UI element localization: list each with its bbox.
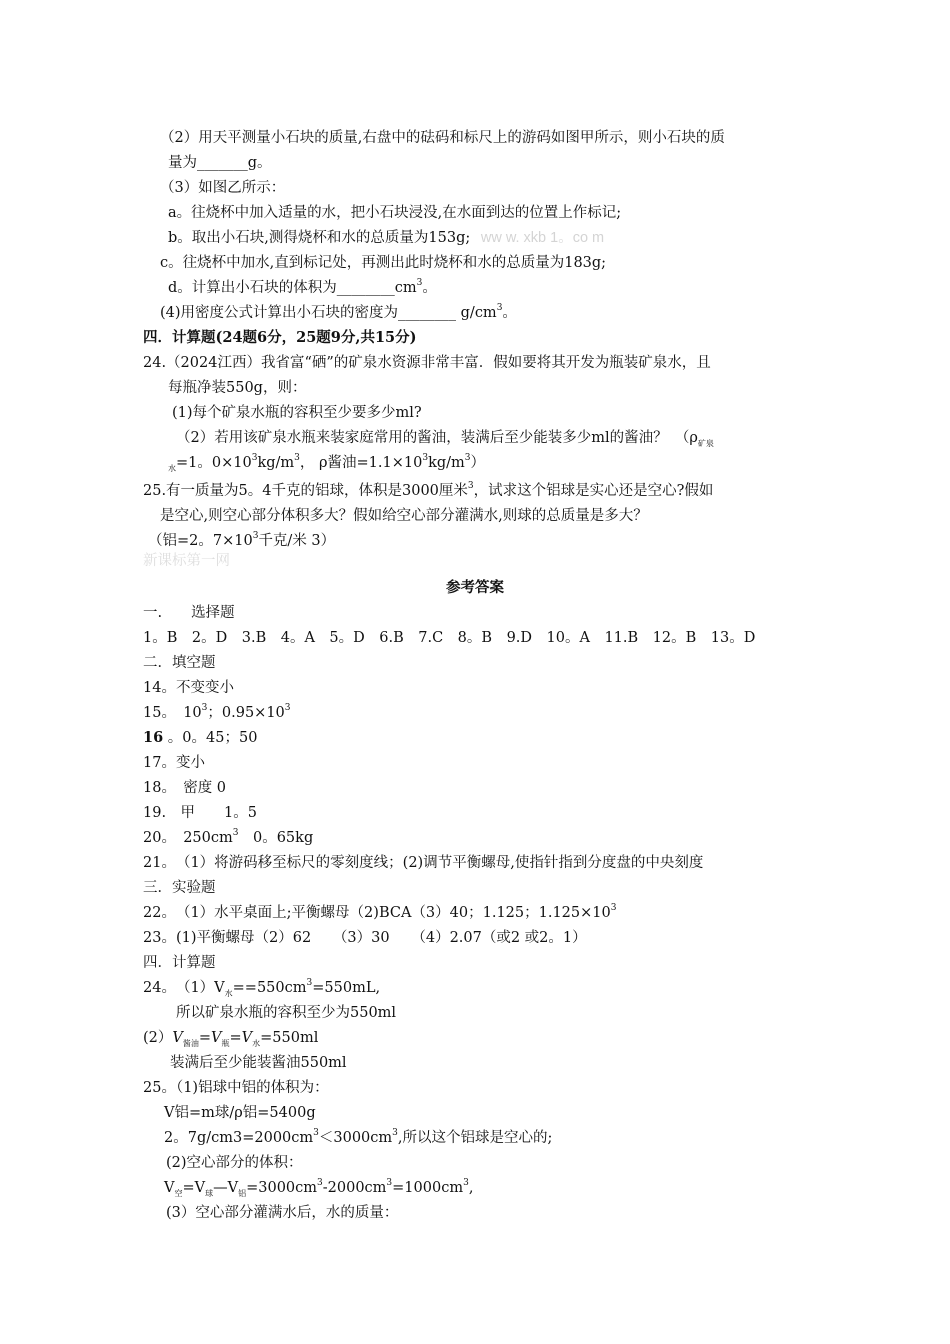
q24-line5: $_水$=1。$0\times 10^3kg/m^3$， ρ酱油$=1.1\times 10^3kg/m^3$） — [168, 453, 485, 473]
answer-25-line3: 2。$7g/cm3=2000cm^3<3000cm^3$,所以这个铝球是空心的; — [164, 1128, 553, 1146]
q24-line1: 24.（2024江西）我省富“硒”的矿泉水资源非常丰富．假如要将其开发为瓶装矿泉水，且 — [143, 355, 711, 371]
answer-14: 14。不变变小 — [143, 680, 234, 696]
watermark-url: ww w. xkb 1。co m — [480, 230, 605, 246]
answers-section2: 二．填空题 — [143, 655, 216, 671]
answers-section4: 四．计算题 — [143, 955, 216, 971]
q23-part2-line2: 量为_______g。 — [168, 155, 272, 171]
q23-step-b-text: b。取出小石块,测得烧杯和水的总质量为153g; — [168, 230, 471, 246]
answer-25-line1: 25。（1)铝球中铝的体积为： — [143, 1080, 329, 1096]
q24-line4: （2）若用该矿泉水瓶来装家庭常用的酱油，装满后至少能装多少ml的酱油？ （$\rho_{矿泉}$ — [176, 430, 714, 448]
answer-24-line1: 24。 $(1)V_水==550cm^3=550mL$, — [143, 978, 381, 998]
q24-line3: (1)每个矿泉水瓶的容积至少要多少ml? — [172, 405, 422, 421]
q23-step-d: d。计算出小石块的体积为$\_\_\_\_\_\_\_\_cm^3$。 — [168, 278, 437, 296]
answer-21: 21。 （1）将游码移至标尺的零刻度线；(2)调节平衡螺母,使指针指到分度盘的中央刻度 — [143, 855, 704, 871]
answers-choices: 1。B 2。D 3.B 4。A 5。D 6.B 7.C 8。B 9.D 10。A 11.B 12。B 13。D — [143, 630, 756, 646]
answers-title: 参考答案 — [446, 579, 504, 596]
q23-part4: (4)用密度公式计算出小石块的密度为________ $g/cm^3$。 — [160, 303, 517, 321]
answer-15: 15。 $10^3$；$0.95\times 10^3$ — [143, 703, 291, 721]
answer-16: 16 。0。45；50 — [143, 729, 258, 746]
section4-title: 四．计算题(24题6分，25题9分,共15分) — [143, 329, 417, 346]
answer-19: 19. 甲 1。5 — [143, 805, 258, 821]
q25-line3: （铝=2。$7\times 10^3$千克/米 3） — [148, 531, 336, 549]
answer-24-line3: $(2)V_{酱油}=V_瓶=V_水=550ml$ — [143, 1030, 319, 1048]
answer-23: 23。(1)平衡螺母（2）62 （3）30 （4）2.07（或2 或2。1） — [143, 930, 587, 946]
answer-20: 20。 $250cm^3$ 0。65kg — [143, 828, 314, 846]
answer-25-line2: V铝=m球/ρ铝=5400g — [164, 1105, 316, 1121]
answer-25-line4: (2)空心部分的体积： — [166, 1155, 303, 1171]
answer-17: 17。变小 — [143, 755, 205, 771]
q25-line2: 是空心,则空心部分体积多大？假如给空心部分灌满水,则球的总质量是多大？ — [160, 508, 648, 524]
answer-25-line6: (3）空心部分灌满水后，水的质量： — [166, 1205, 399, 1221]
q23-step-a: a。往烧杯中加入适量的水，把小石块浸没,在水面到达的位置上作标记; — [168, 205, 622, 221]
q23-step-b — [168, 228, 604, 248]
answers-section1: 一. 选择题 — [143, 605, 235, 621]
answers-section3: 三．实验题 — [143, 880, 216, 896]
answer-25-line5: $V_空=V_球—V_铝=3000cm^3-2000cm^3=1000cm^3$, — [164, 1178, 474, 1198]
answer-24-line2: 所以矿泉水瓶的容积至少为550ml — [176, 1005, 397, 1021]
answer-22: 22。 （1）水平桌面上;平衡螺母（2)BCA（3）40；1.125；$1.125\times 10^3$ — [143, 903, 617, 921]
watermark-xkb: 新课标第一网 — [143, 553, 230, 569]
answer-18: 18。 密度 0 — [143, 780, 227, 796]
answer-24-line4: 装满后至少能装酱油550ml — [170, 1055, 347, 1071]
q23-part2-line1: （2）用天平测量小石块的质量,右盘中的砝码和标尺上的游码如图甲所示，则小石块的质 — [160, 130, 725, 146]
q24-line2: 每瓶净装550g，则： — [168, 380, 307, 396]
q23-part3-head: （3）如图乙所示： — [160, 180, 286, 196]
q25-line1: 25.有一质量为5。4千克的铝球，体积是3000厘米$^3$，试求这个铝球是实心还是空心?假如 — [143, 481, 714, 499]
q23-step-c: c。往烧杯中加水,直到标记处，再测出此时烧杯和水的总质量为183g; — [160, 255, 607, 271]
